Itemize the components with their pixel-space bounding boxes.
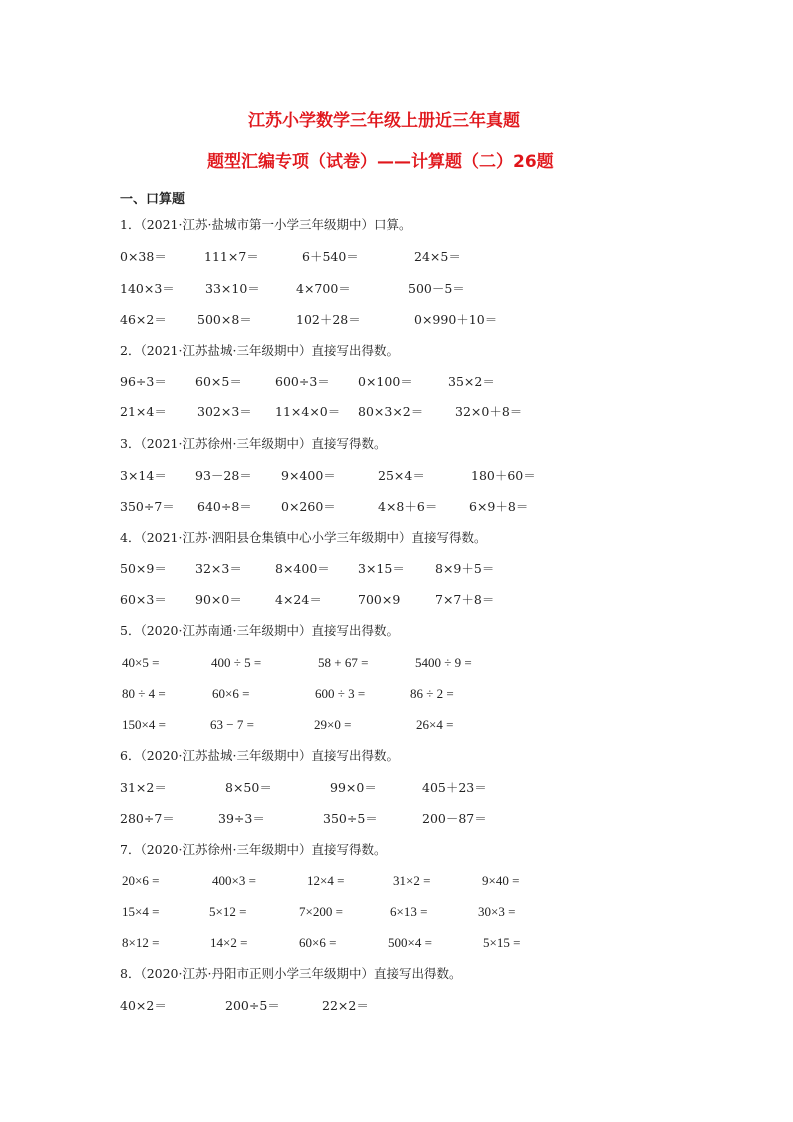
question-4-label: 4．（2021·江苏·泗阳县仓集镇中心小学三年级期中）直接写得数。 [120, 530, 487, 545]
math-problem: 350÷5＝ [323, 811, 378, 826]
math-problem: 700×9 [358, 592, 401, 607]
question-1-label: 1．（2021·江苏·盐城市第一小学三年级期中）口算。 [120, 217, 412, 232]
math-problem: 63 − 7 = [210, 717, 254, 732]
math-problem: 60×5＝ [195, 374, 242, 389]
math-problem: 26×4 = [416, 717, 454, 732]
math-problem: 9×40 = [482, 873, 520, 888]
math-problem: 400×3 = [212, 873, 256, 888]
question-2-label: 2．（2021·江苏盐城·三年级期中）直接写出得数。 [120, 343, 399, 358]
math-problem: 5×12 = [209, 904, 247, 919]
math-problem: 400 ÷ 5 = [211, 655, 262, 670]
math-problem: 60×6 = [299, 935, 337, 950]
math-problem: 280÷7＝ [120, 811, 175, 826]
math-problem: 5×15 = [483, 935, 521, 950]
math-problem: 21×4＝ [120, 404, 167, 419]
math-problem: 31×2＝ [120, 780, 167, 795]
math-problem: 46×2＝ [120, 312, 167, 327]
math-problem: 40×5 = [122, 655, 160, 670]
math-problem: 6＋540＝ [302, 249, 359, 264]
math-problem: 500×4 = [388, 935, 432, 950]
math-problem: 90×0＝ [195, 592, 242, 607]
math-problem: 24×5＝ [414, 249, 461, 264]
math-problem: 31×2 = [393, 873, 431, 888]
math-problem: 140×3＝ [120, 281, 175, 296]
math-problem: 99×0＝ [330, 780, 377, 795]
math-problem: 7×200 = [299, 904, 343, 919]
title-line-1: 江苏小学数学三年级上册近三年真题 [248, 111, 520, 131]
math-problem: 8×50＝ [225, 780, 272, 795]
math-problem: 39÷3＝ [218, 811, 265, 826]
math-problem: 0×38＝ [120, 249, 167, 264]
math-problem: 4×8＋6＝ [378, 499, 438, 514]
math-problem: 5400 ÷ 9 = [415, 655, 472, 670]
math-problem: 6×9＋8＝ [469, 499, 529, 514]
math-problem: 20×6 = [122, 873, 160, 888]
section-heading: 一、口算题 [120, 192, 186, 207]
math-problem: 60×3＝ [120, 592, 167, 607]
math-problem: 500×8＝ [197, 312, 252, 327]
math-problem: 25×4＝ [378, 468, 425, 483]
math-problem: 350÷7＝ [120, 499, 175, 514]
math-problem: 9×400＝ [281, 468, 336, 483]
question-7-label: 7．（2020·江苏徐州·三年级期中）直接写得数。 [120, 842, 387, 857]
math-problem: 40×2＝ [120, 998, 167, 1013]
math-problem: 14×2 = [210, 935, 248, 950]
math-problem: 150×4 = [122, 717, 166, 732]
math-problem: 600÷3＝ [275, 374, 330, 389]
math-problem: 0×100＝ [358, 374, 413, 389]
title-line-2: 题型汇编专项（试卷）——计算题（二）26题 [207, 152, 554, 172]
math-problem: 6×13 = [390, 904, 428, 919]
math-problem: 35×2＝ [448, 374, 495, 389]
math-problem: 30×3 = [478, 904, 516, 919]
math-problem: 96÷3＝ [120, 374, 167, 389]
math-problem: 0×260＝ [281, 499, 336, 514]
math-problem: 4×700＝ [296, 281, 351, 296]
math-problem: 32×0＋8＝ [455, 404, 523, 419]
math-problem: 32×3＝ [195, 561, 242, 576]
math-problem: 600 ÷ 3 = [315, 686, 366, 701]
math-problem: 29×0 = [314, 717, 352, 732]
math-problem: 8×9＋5＝ [435, 561, 495, 576]
math-problem: 640÷8＝ [197, 499, 252, 514]
math-problem: 200－87＝ [422, 811, 487, 826]
math-problem: 8×400＝ [275, 561, 330, 576]
question-3-label: 3．（2021·江苏徐州·三年级期中）直接写得数。 [120, 436, 387, 451]
math-problem: 102＋28＝ [296, 312, 361, 327]
math-problem: 500－5＝ [408, 281, 465, 296]
question-8-label: 8．（2020·江苏·丹阳市正则小学三年级期中）直接写出得数。 [120, 966, 462, 981]
math-problem: 302×3＝ [197, 404, 252, 419]
math-problem: 86 ÷ 2 = [410, 686, 454, 701]
math-problem: 0×990＋10＝ [414, 312, 498, 327]
question-5-label: 5．（2020·江苏南通·三年级期中）直接写出得数。 [120, 623, 399, 638]
math-problem: 58 + 67 = [318, 655, 369, 670]
math-problem: 93－28＝ [195, 468, 252, 483]
math-problem: 15×4 = [122, 904, 160, 919]
math-problem: 7×7＋8＝ [435, 592, 495, 607]
math-problem: 50×9＝ [120, 561, 167, 576]
math-problem: 3×14＝ [120, 468, 167, 483]
math-problem: 200÷5＝ [225, 998, 280, 1013]
math-problem: 80×3×2＝ [358, 404, 424, 419]
math-problem: 11×4×0＝ [275, 404, 341, 419]
math-problem: 4×24＝ [275, 592, 322, 607]
math-problem: 405＋23＝ [422, 780, 487, 795]
math-problem: 33×10＝ [205, 281, 260, 296]
math-problem: 111×7＝ [204, 249, 259, 264]
math-problem: 8×12 = [122, 935, 160, 950]
math-problem: 80 ÷ 4 = [122, 686, 166, 701]
question-6-label: 6．（2020·江苏盐城·三年级期中）直接写出得数。 [120, 748, 399, 763]
math-problem: 22×2＝ [322, 998, 369, 1013]
math-problem: 180＋60＝ [471, 468, 536, 483]
math-problem: 60×6 = [212, 686, 250, 701]
math-problem: 12×4 = [307, 873, 345, 888]
math-problem: 3×15＝ [358, 561, 405, 576]
